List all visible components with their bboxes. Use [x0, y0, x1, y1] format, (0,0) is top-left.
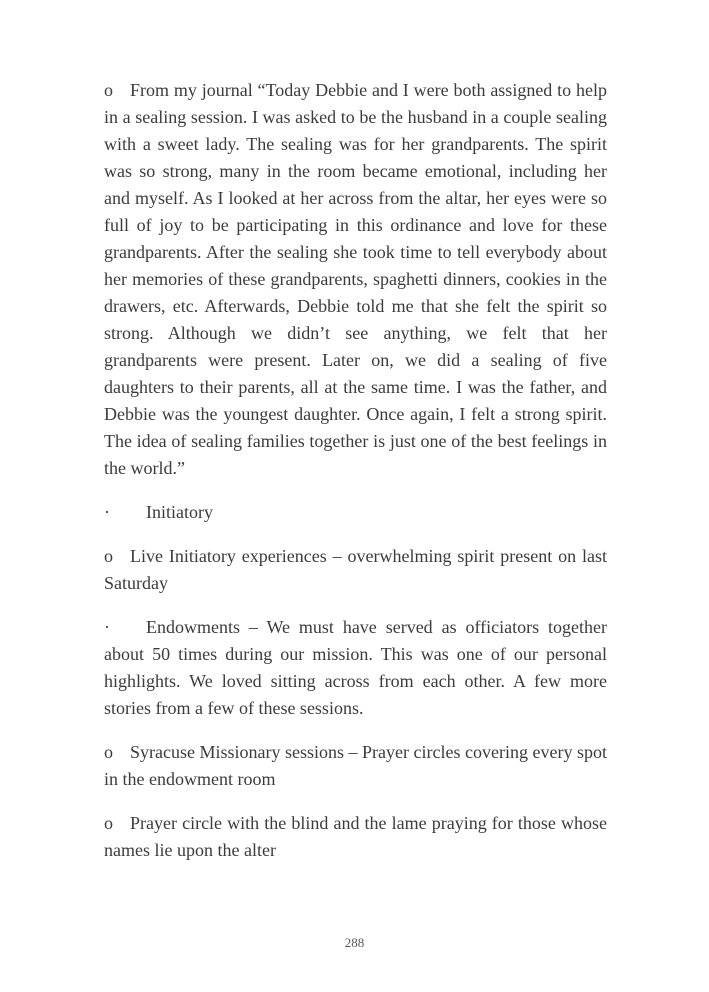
paragraph-text: Syracuse Missionary sessions – Prayer circles covering every spot in the endowment room: [104, 742, 607, 789]
page-number: 288: [344, 935, 365, 950]
paragraph-initiatory-heading: [104, 499, 607, 526]
paragraph-syracuse-sessions: [104, 739, 607, 793]
paragraph-endowments: [104, 614, 607, 722]
paragraph-text: Live Initiatory experiences – overwhelming spirit present on last Saturday: [104, 546, 607, 593]
paragraph-text: Initiatory: [146, 502, 213, 522]
paragraph-text: Prayer circle with the blind and the lame praying for those whose names lie upon the alter: [104, 813, 607, 860]
paragraph-prayer-circle: [104, 810, 607, 864]
paragraph-journal-sealing: [104, 77, 607, 482]
paragraph-live-initiatory: [104, 543, 607, 597]
paragraph-text: Endowments – We must have served as officiators together about 50 times during our mission. This was one of our personal highlights. We loved sitting across from each other. A few more stories from a few of these sessions.: [104, 617, 607, 718]
bullet-dot: ·: [104, 617, 110, 637]
paragraph-text: From my journal “Today Debbie and I were both assigned to help in a sealing session. I was asked to be the husband in a couple sealing with a sweet lady. The sealing was for her grandparents. The spirit was so strong, many in the room became emotional, including her and myself. As I looked at her across from the altar, her eyes were so full of joy to be participating in this ordinance and love for these grandparents. After the sealing she took time to tell everybody about her memories of these grandparents, spaghetti dinners, cookies in the drawers, etc. Afterwards, Debbie told me that she felt the spirit so strong. Although we didn’t see anything, we felt that her grandparents were present. Later on, we did a sealing of five daughters to their parents, all at the same time. I was the father, and Debbie was the youngest daughter. Once again, I felt a strong spirit. The idea of sealing families together is just one of the best feelings in the world.”: [104, 80, 607, 478]
bullet-o: o: [104, 742, 113, 762]
bullet-o: o: [104, 546, 113, 566]
document-body: [104, 77, 607, 881]
bullet-o: o: [104, 813, 113, 833]
bullet-dot: ·: [104, 502, 110, 522]
bullet-o: o: [104, 80, 113, 100]
